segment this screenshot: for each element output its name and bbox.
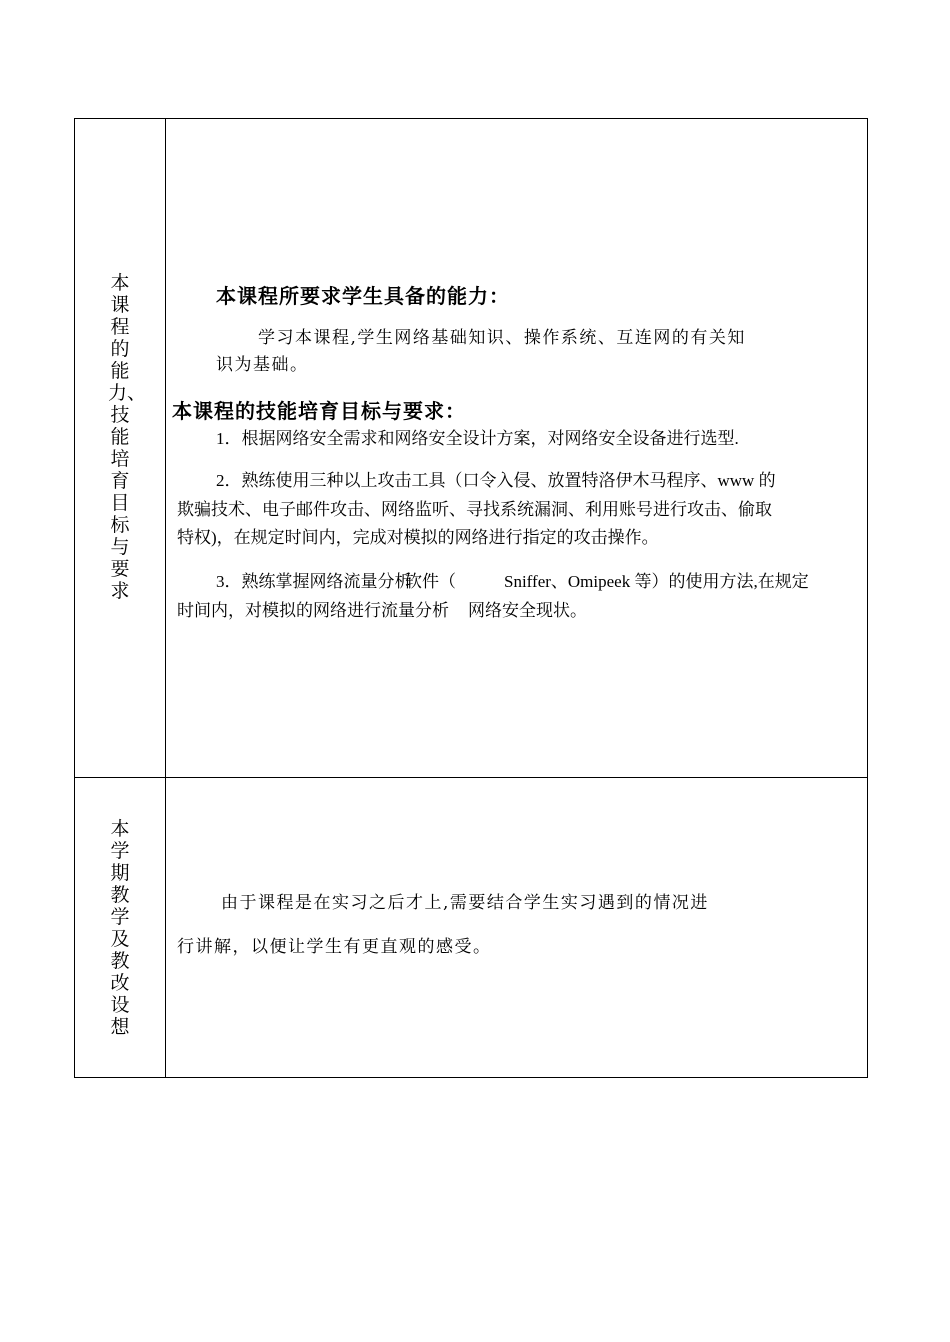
abilities-heading: 本课程所要求学生具备的能力： <box>216 284 510 308</box>
skills-heading: 本课程的技能培育目标与要求： <box>172 399 466 423</box>
skill-item-1: 1．根据网络安全需求和网络安全设计方案，对网络安全设备进行选型. <box>216 429 739 448</box>
skill-item-3-line2-part1: 时间内，对模拟的网络进行流量分析 <box>177 601 449 620</box>
skill-item-3-line1-part2: 软件（ <box>405 572 456 591</box>
plan-line2: 行讲解，以便让学生有更直观的感受。 <box>177 937 492 957</box>
skill-item-2-line2: 欺骗技术、电子邮件攻击、网络监听、寻找系统漏洞、利用账号进行攻击、偷取 <box>177 500 772 519</box>
row2-label: 本学期教学及教改设想 <box>110 818 130 1038</box>
abilities-line2: 识为基础。 <box>216 355 309 375</box>
row-divider <box>74 777 868 778</box>
row1-label: 本课程的能力、技能培育目标与要求 <box>108 272 147 602</box>
skill-item-3-line1-part1: 3．熟练掌握网络流量分析 <box>216 572 412 591</box>
column-divider <box>165 118 166 1078</box>
skill-item-2-line3: 特权)，在规定时间内，完成对模拟的网络进行指定的攻击操作。 <box>177 528 659 547</box>
skill-item-3-line2-part3: 安全现状。 <box>502 601 587 620</box>
skill-item-2-line1: 2．熟练使用三种以上攻击工具（口令入侵、放置特洛伊木马程序、www 的 <box>216 471 776 490</box>
skill-item-3-line1-part3: Sniffer、Omipeek 等）的使用方法,在规定 <box>504 572 809 591</box>
plan-line1: 由于课程是在实习之后才上,需要结合学生实习遇到的情况进 <box>221 893 709 913</box>
abilities-line1: 学习本课程,学生网络基础知识、操作系统、互连网的有关知 <box>258 328 746 348</box>
skill-item-3-line2-part2: 网络 <box>468 601 502 620</box>
